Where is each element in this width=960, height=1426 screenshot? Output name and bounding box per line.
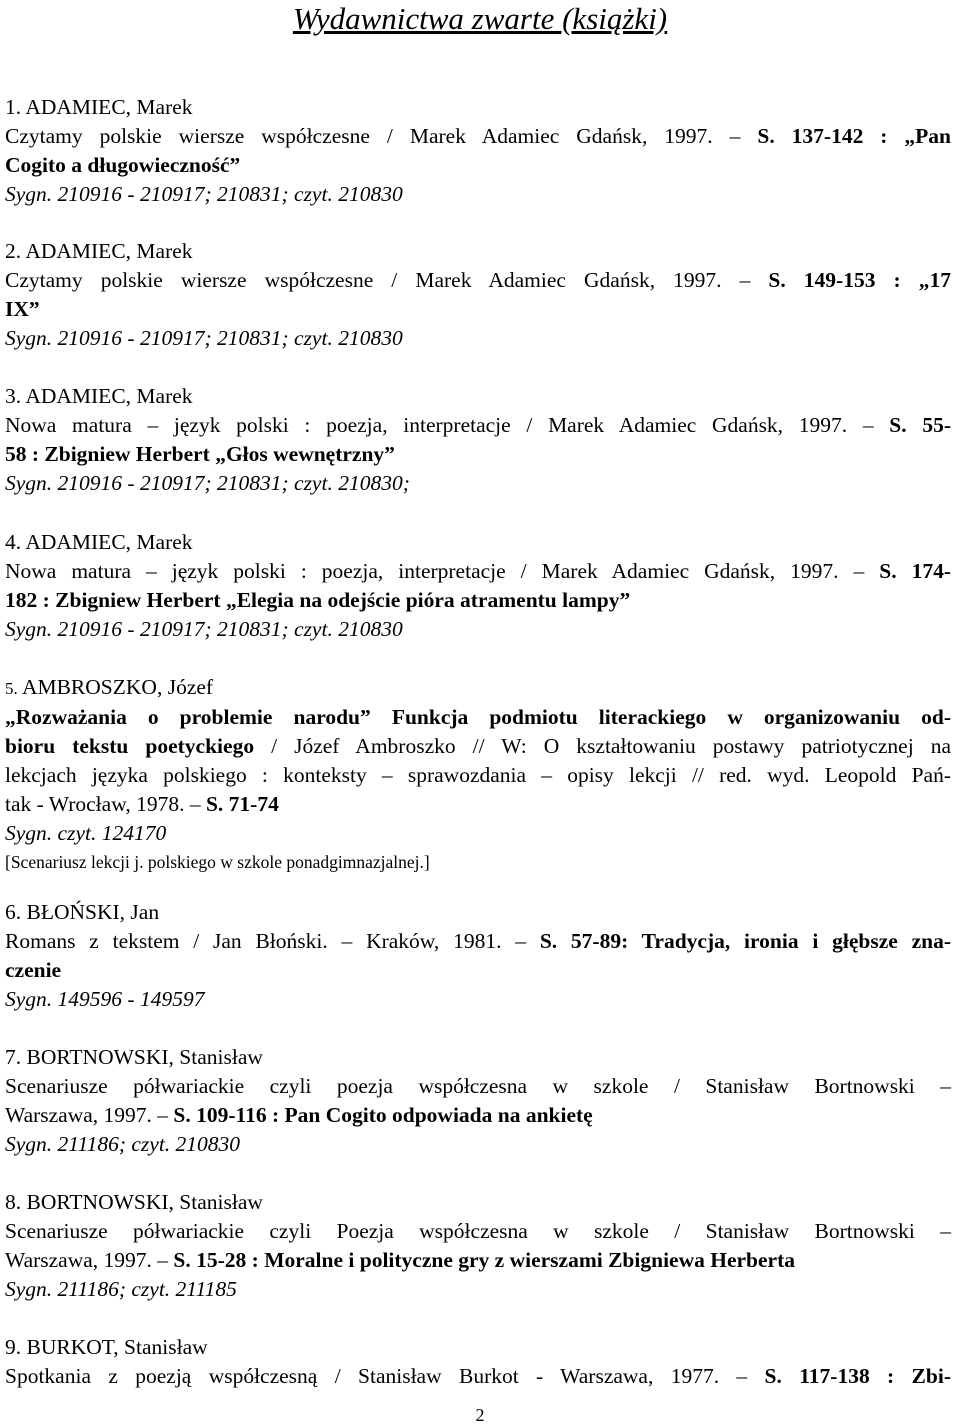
entry-pages: S. 174- [879, 559, 951, 583]
entry-description: Scenariusze półwariackie czyli poezja współczesna w szkole / Stanisław Bortnowski – [5, 1074, 951, 1098]
entry-author: BORTNOWSKI, Stanisław [26, 1045, 263, 1069]
entry-author: ADAMIEC, Marek [25, 530, 193, 554]
entry-description: Czytamy polskie wiersze współczesne / Marek Adamiec Gdańsk, 1997. [5, 124, 730, 148]
entry-number: 8. [5, 1190, 22, 1214]
entry-pages: S. 55- [889, 413, 951, 437]
entry-pages: S. 15-28 : Moralne i polityczne gry z wierszami Zbigniewa Herberta [173, 1248, 796, 1272]
entry-author: BURKOT, Stanisław [26, 1335, 208, 1359]
entry-pages: S. 71-74 [205, 792, 279, 816]
bibliography-entry-2 [5, 237, 951, 353]
entry-heading [5, 1043, 951, 1072]
entry-description-line [5, 732, 951, 761]
entry-chapter: 182 : Zbigniew Herbert „Elegia na odejście pióra atramentu lampy” [5, 588, 631, 612]
entry-heading [5, 528, 951, 557]
page-title: Wydawnictwa zwarte (książki) [292, 1, 668, 36]
entry-pages: S. 57-89: Tradycja, ironia i głębsze zna- [539, 929, 951, 953]
entry-signature: Sygn. 210916 - 210917; 210831; czyt. 210830 [5, 182, 403, 206]
entry-number: 6. [5, 900, 22, 924]
entry-number: 9. [5, 1335, 22, 1359]
entry-description-line [5, 1101, 951, 1130]
entry-dash: – [862, 413, 890, 437]
entry-chapter: 58 : Zbigniew Herbert „Głos wewnętrzny” [5, 442, 395, 466]
entry-signature: Sygn. czyt. 124170 [5, 821, 167, 845]
entry-heading [5, 237, 951, 266]
entry-note: [Scenariusz lekcji j. polskiego w szkole ponadgimnazjalnej.] [5, 852, 430, 872]
bibliography-entry-8 [5, 1188, 951, 1304]
entry-heading [5, 898, 951, 927]
page-number: 2 [475, 1405, 485, 1425]
bibliography-entry-7 [5, 1043, 951, 1159]
entry-signature: Sygn. 211186; czyt. 211185 [5, 1277, 237, 1301]
entry-signature: Sygn. 210916 - 210917; 210831; czyt. 210830; [5, 471, 410, 495]
entry-signature: Sygn. 210916 - 210917; 210831; czyt. 210830 [5, 326, 403, 350]
entry-heading [5, 673, 951, 703]
entry-number: 4. [5, 530, 22, 554]
entry-description-line [5, 790, 951, 819]
entry-heading [5, 1333, 951, 1362]
entry-publisher: Warszawa, 1997. – [5, 1248, 174, 1272]
entry-title-continued: bioru tekstu poetyckiego [5, 734, 255, 758]
entry-dash: – [729, 124, 758, 148]
entry-number: 1. [5, 95, 22, 119]
entry-description: Romans z tekstem / Jan Błoński. – Kraków, 1981. – [5, 929, 540, 953]
entry-number: 5. [5, 679, 18, 698]
entry-author: ADAMIEC, Marek [25, 95, 193, 119]
entry-dash: – [853, 559, 880, 583]
entry-description: Czytamy polskie wiersze współczesne / Marek Adamiec Gdańsk, 1997. [5, 268, 740, 292]
entry-chapter: Cogito a długowieczność” [5, 153, 241, 177]
entry-pages: S. 149-153 : „17 [768, 268, 952, 292]
entry-author: BORTNOWSKI, Stanisław [26, 1190, 263, 1214]
entry-heading [5, 382, 951, 411]
entry-description: / Józef Ambroszko // W: O kształtowaniu postawy patriotycznej na [254, 734, 951, 758]
entry-pages: S. 109-116 : Pan Cogito odpowiada na ankietę [173, 1103, 593, 1127]
entry-chapter: czenie [5, 958, 62, 982]
bibliography-entry-3 [5, 382, 951, 498]
entry-title: „Rozważania o problemie narodu” Funkcja podmiotu literackiego w organizowaniu od- [5, 705, 951, 729]
entry-author: AMBROSZKO, Józef [21, 675, 214, 699]
bibliography-entry-4 [5, 528, 951, 644]
entry-description: Scenariusze półwariackie czyli Poezja współczesna w szkole / Stanisław Bortnowski – [5, 1219, 951, 1243]
entry-heading [5, 93, 951, 122]
entry-pages: S. 117-138 : Zbi- [764, 1364, 951, 1388]
entry-author: ADAMIEC, Marek [25, 239, 193, 263]
entry-publisher: Warszawa, 1997. – [5, 1103, 174, 1127]
entry-dash: – [739, 268, 769, 292]
bibliography-entry-6 [5, 898, 951, 1014]
entry-author: ADAMIEC, Marek [25, 384, 193, 408]
bibliography-entry-1 [5, 93, 951, 209]
entry-signature: Sygn. 211186; czyt. 210830 [5, 1132, 241, 1156]
entry-pages: S. 137-142 : „Pan [757, 124, 951, 148]
entry-description-line [5, 1246, 951, 1275]
entry-chapter: IX” [5, 297, 40, 321]
entry-author: BŁOŃSKI, Jan [26, 900, 160, 924]
entry-description-line [5, 266, 951, 295]
bibliography-entry-9 [5, 1333, 951, 1391]
entry-signature: Sygn. 149596 - 149597 [5, 987, 205, 1011]
entry-description-line [5, 1362, 951, 1391]
entry-description-line [5, 411, 951, 440]
entry-description: Nowa matura – język polski : poezja, interpretacje / Marek Adamiec Gdańsk, 1997. [5, 559, 854, 583]
entry-description: Spotkania z poezją współczesną / Stanisław Burkot - Warszawa, 1977. – [5, 1364, 765, 1388]
entry-heading [5, 1188, 951, 1217]
entry-description-continued: lekcjach języka polskiego : konteksty – sprawozdania – opisy lekcji // red. wyd. Leopold Pań- [5, 763, 951, 787]
entry-description-line [5, 927, 951, 956]
entry-description: Nowa matura – język polski : poezja, interpretacje / Marek Adamiec Gdańsk, 1997. [5, 413, 863, 437]
entry-description-line [5, 122, 951, 151]
entry-number: 3. [5, 384, 22, 408]
entry-description-line [5, 557, 951, 586]
bibliography-entry-5 [5, 673, 951, 877]
entry-publisher: tak - Wrocław, 1978. – [5, 792, 206, 816]
entry-signature: Sygn. 210916 - 210917; 210831; czyt. 210830 [5, 617, 403, 641]
entry-number: 2. [5, 239, 22, 263]
entry-number: 7. [5, 1045, 22, 1069]
